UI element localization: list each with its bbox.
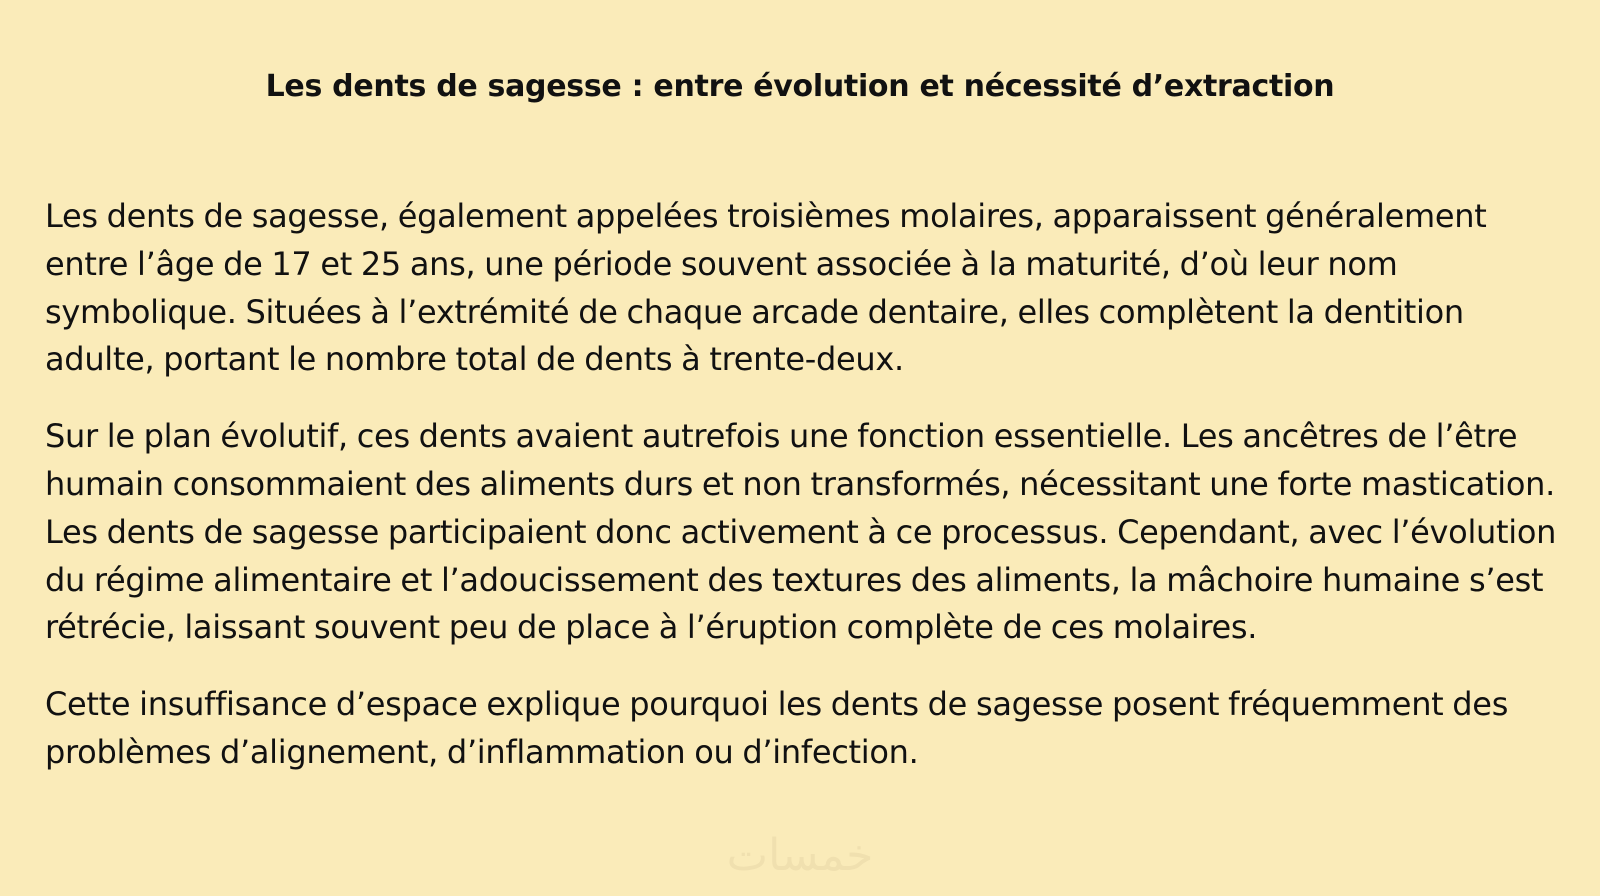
document-body [45, 193, 1560, 806]
paragraph-intro: Les dents de sagesse, également appelées troisièmes molaires, apparaissent généralement entre l’âge de 17 et 25 ans, une période souvent associée à la maturité, d’où leur nom symbolique. Situées à l’extrémité de chaque arcade dentaire, elles complètent la dentition adulte, portant le nombre total de dents à trente-deux. [45, 197, 1487, 379]
document-title: Les dents de sagesse : entre évolution et nécessité d’extraction [265, 69, 1335, 104]
watermark-logo: خمسات [726, 830, 874, 881]
paragraph-problems: Cette insuffisance d’espace explique pourquoi les dents de sagesse posent fréquemment des problèmes d’alignement, d’inflammation ou d’infection. [45, 685, 1509, 771]
paragraph-evolution: Sur le plan évolutif, ces dents avaient autrefois une fonction essentielle. Les ancêtres de l’être humain consommaient des aliments durs et non transformés, nécessitant une forte mastication. Les dents de sagesse participaient donc activement à ce processus. Cependant, avec l’évolution du régime alimentaire et l’adoucissement des textures des aliments, la mâchoire humaine s’est rétrécie, laissant souvent peu de place à l’éruption complète de ces molaires. [45, 417, 1557, 647]
